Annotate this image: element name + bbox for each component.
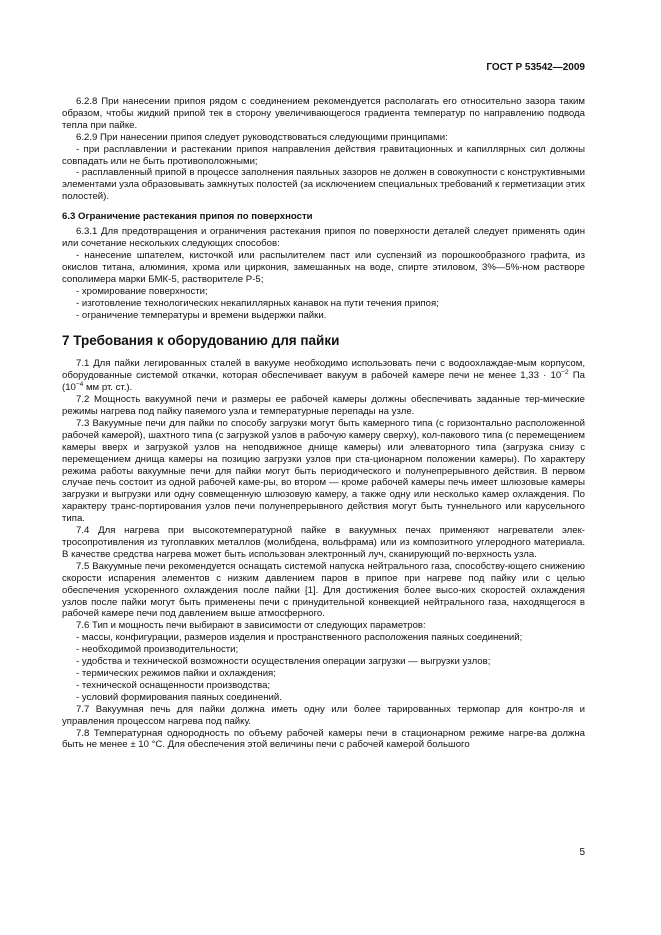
- paragraph-6-3-1: 6.3.1 Для предотвращения и ограничения растекания припоя по поверхности деталей следует применять один или сочетание нескольких следующих способов:: [62, 226, 585, 250]
- list-item: - изготовление технологических некапиллярных канавок на пути течения припоя;: [76, 297, 439, 309]
- page-number: 5: [579, 847, 585, 858]
- superscript: −2: [561, 369, 569, 377]
- list-item: - необходимой производительности;: [76, 644, 239, 656]
- list-item: - технической оснащенности производства;: [76, 679, 271, 691]
- section-heading-7: 7 Требования к оборудованию для пайки: [62, 333, 340, 349]
- list-item: - ограничение температуры и времени выдержки пайки.: [76, 309, 327, 321]
- superscript: −4: [75, 381, 84, 389]
- list-item: - массы, конфигурации, размеров изделия и пространственного расположения паяных соединений;: [76, 632, 523, 644]
- paragraph-7-4: 7.4 Для нагрева при высокотемпературной пайке в вакуумных печах применяют нагреватели элек-тросопротивления из тугоплавких металлов (молибдена, вольфрама) или из композитного углеродного материала. В качестве средства нагрева может быть использован электронный луч, сканирующий по-верхность узла.: [62, 525, 585, 560]
- paragraph-7-2: 7.2 Мощность вакуумной печи и размеры ее рабочей камеры должны обеспечивать заданные тер-мические режимы нагрева под пайку паяемого узла и температурные перепады на узле.: [62, 394, 585, 418]
- list-item: - расплавленный припой в процессе заполнения паяльных зазоров не должен в совокупности с конструктивными элементами узла образовывать замкнутых полостей (за исключением специальных требований к герметизации этих полостей).: [62, 167, 585, 203]
- document-code: ГОСТ Р 53542—2009: [486, 62, 585, 73]
- list-item: - нанесение шпателем, кисточкой или распылителем паст или суспензий из порошкообразного графита, из окислов титана, алюминия, хрома или циркония, замешанных на воде, спирте этиловом, 3%—5%-ном растворе сополимера марки БМК-5, растворителе Р-5;: [62, 249, 585, 285]
- text-run: 7.1 Для пайки легированных сталей в вакууме необходимо использовать печи с водоохлаждае-мым корпусом, оборудованные системой откачки, которая обеспечивает вакуум в рабочей камере печи не менее 1,33 · 10: [62, 358, 585, 382]
- list-item: - условий формирования паяных соединений.: [76, 691, 282, 703]
- text-run: мм рт. ст.).: [83, 382, 133, 394]
- list-item: - хромирование поверхности;: [76, 285, 208, 297]
- paragraph-7-5: 7.5 Вакуумные печи рекомендуется оснащать системой напуска нейтрального газа, способству-ющего снижению скорости испарения элементов с низким давлением паров в припое при нагреве под пайку или с целью обеспечения ускоренного охлаждения после пайки [1]. Для достижения более высо-ких скоростей охлаждения узлов после пайки могут быть применены печи с принудительной конвекцией нейтрального газа, находящегося в рабочей камере печи под давлением выше атмосферного.: [62, 560, 585, 620]
- paragraph-7-8: 7.8 Температурная однородность по объему рабочей камеры печи в стационарном режиме нагре-ва должна быть не менее ± 10 °С. Для обеспечения этой величины печи с рабочей камерой большого: [62, 727, 585, 751]
- list-item: - удобства и технической возможности осуществления операции загрузки — выгрузки узлов;: [76, 656, 491, 668]
- subsection-heading-6-3: 6.3 Ограничение растекания припоя по поверхности: [62, 211, 313, 223]
- list-item: - при расплавлении и растекании припоя направления действия гравитационных и капиллярных сил должны совпадать или не быть противоположными;: [62, 143, 585, 167]
- paragraph-6-2-8: 6.2.8 При нанесении припоя рядом с соединением рекомендуется располагать его относительно зазора таким образом, чтобы жидкий припой тек в сторону увеличивающегося градиента температур по направлению подвода тепла при пайке.: [62, 96, 585, 131]
- paragraph-6-2-9: 6.2.9 При нанесении припоя следует руководствоваться следующими принципами:: [76, 131, 448, 143]
- paragraph-7-3: 7.3 Вакуумные печи для пайки по способу загрузки могут быть камерного типа (с горизонтально расположенной рабочей камерой), шахтного типа (с загрузкой узлов в рабочую камеру сверху), кол-пакового типа (с перемещением камеры вверх и загрузкой узлов на неподвижное днище камеры) или элеваторного типа (загрузка снизу с перемещением днища камеры на позицию загрузки узлов при ста-ционарном положении камеры). По характеру режима работы вакуумные печи для пайки могут быть периодического и полунепрерывного действия. В первом случае печь состоит из одной рабочей каме-ры, во втором — кроме рабочей камеры печь имеет шлюзовые камеры загрузки и выгрузки или одну совмещенную шлюзовую камеру, а также одну или несколько камер охлаждения. По характеру транс-портирования узлов печи полунепрерывного действия могут быть туннельного или карусельного типа.: [62, 417, 585, 525]
- paragraph-7-7: 7.7 Вакуумная печь для пайки должна иметь одну или более тарированных термопар для контро-ля и управления процессом нагрева под пайку.: [62, 703, 585, 727]
- page-content: [62, 96, 585, 751]
- text-run: Па (10: [62, 370, 585, 394]
- paragraph-7-1: [62, 358, 585, 394]
- list-item: - термических режимов пайки и охлаждения;: [76, 667, 276, 679]
- paragraph-7-6: 7.6 Тип и мощность печи выбирают в зависимости от следующих параметров:: [76, 620, 426, 632]
